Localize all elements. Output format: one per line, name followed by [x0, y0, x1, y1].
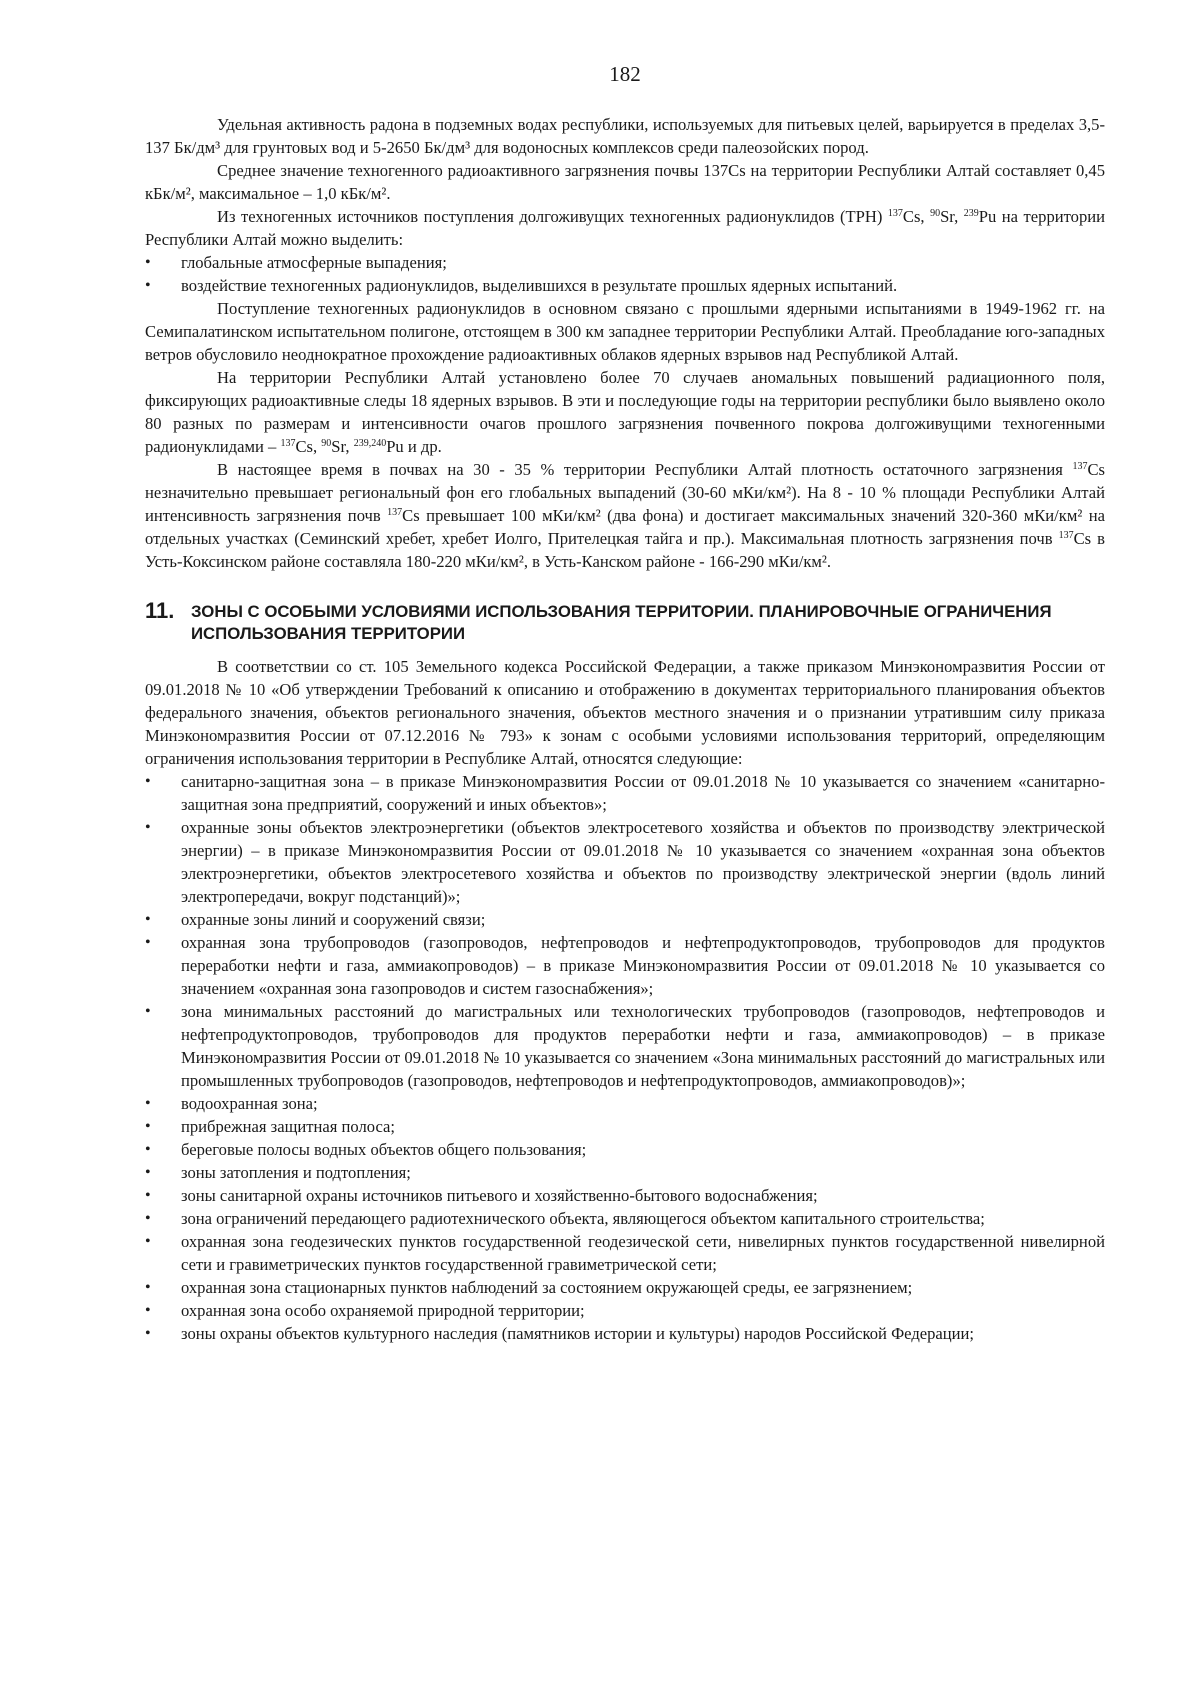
section-heading	[145, 599, 1105, 645]
list-item: • охранные зоны линий и сооружений связи;	[145, 908, 1105, 931]
list-item: • охранные зоны объектов электроэнергетики (объектов электросетевого хозяйства и объектов по производству электрической энергии) – в приказе Минэкономразвития России от 09.01.2018 № 10 указывается со значением «охранная зона объектов электроэнергетики, объектов электросетевого хозяйства и объектов по производству электрической энергии (вдоль линий электропередачи, вокруг подстанций)»;	[145, 816, 1105, 908]
list-item: • охранная зона геодезических пунктов государственной геодезической сети, нивелирных пунктов государственной нивелирной сети и гравиметрических пунктов государственной гравиметрической сети;	[145, 1230, 1105, 1276]
list-item: • глобальные атмосферные выпадения;	[145, 251, 1105, 274]
list-item: • зона минимальных расстояний до магистральных или технологических трубопроводов (газопроводов, нефтепроводов и нефтепродуктопроводов, трубопроводов для продуктов переработки нефти и газа, аммиакопроводов) – в приказе Минэкономразвития России от 09.01.2018 № 10 указывается со значением «Зона минимальных расстояний до магистральных или промышленных трубопроводов (газопроводов, нефтепроводов и нефтепродуктопроводов, аммиакопроводов)»;	[145, 1000, 1105, 1092]
list-item: • зоны охраны объектов культурного наследия (памятников истории и культуры) народов Российской Федерации;	[145, 1322, 1105, 1345]
list-item: • зоны санитарной охраны источников питьевого и хозяйственно-бытового водоснабжения;	[145, 1184, 1105, 1207]
list-item: • охранная зона трубопроводов (газопроводов, нефтепроводов и нефтепродуктопроводов, трубопроводов для продуктов переработки нефти и газа, аммиакопроводов) – в приказе Минэкономразвития России от 09.01.2018 № 10 указывается со значением «охранная зона газопроводов и систем газоснабжения»;	[145, 931, 1105, 1000]
list-item: • охранная зона стационарных пунктов наблюдений за состоянием окружающей среды, ее загрязнением;	[145, 1276, 1105, 1299]
list-item: • охранная зона особо охраняемой природной территории;	[145, 1299, 1105, 1322]
paragraph-anomalies: На территории Республики Алтай установлено более 70 случаев аномальных повышений радиационного поля, фиксирующих радиоактивные следы 18 ядерных взрывов. В эти и последующие годы на территории республики было выявлено около 80 разных по размерам и интенсивности очагов прошлого загрязнения почвенного покрова долгоживущими техногенными радионуклидами – $^{137}$Cs, $^{90}$Sr, $^{239,240}$Pu и др.	[145, 368, 1105, 456]
paragraph-nuclear-tests: Поступление техногенных радионуклидов в основном связано с прошлыми ядерными испытаниями в 1949-1962 гг. на Семипалатинском испытательном полигоне, отстоящем в 300 км западнее территории Республики Алтай. Преобладание юго-западных ветров обусловило неоднократное прохождение радиоактивных облаков ядерных взрывов над Республикой Алтай.	[145, 299, 1105, 364]
paragraph-sources: Из техногенных источников поступления долгоживущих техногенных радионуклидов (ТРН) $^{137}$Cs, $^{90}$Sr, $^{239}$Pu на территории Республики Алтай можно выделить:	[145, 207, 1106, 249]
paragraph-soil-contamination: Среднее значение техногенного радиоактивного загрязнения почвы 137Cs на территории Республики Алтай составляет 0,45 кБк/м², максимальное – 1,0 кБк/м².	[145, 161, 1105, 203]
section-number: 11.	[145, 598, 175, 623]
page-number: 182	[609, 62, 641, 86]
sources-list	[145, 251, 1105, 297]
list-item: • санитарно-защитная зона – в приказе Минэкономразвития России от 09.01.2018 № 10 указывается со значением «санитарно-защитная зона предприятий, сооружений и иных объектов»;	[145, 770, 1105, 816]
paragraph-radon: Удельная активность радона в подземных водах республики, используемых для питьевых целей, варьируется в пределах 3,5-137 Бк/дм³ для грунтовых вод и 5-2650 Бк/дм³ для водоносных комплексов среди палеозойских пород.	[145, 115, 1105, 157]
list-item: • воздействие техногенных радионуклидов, выделившихся в результате прошлых ядерных испытаний.	[145, 274, 1105, 297]
list-item: • береговые полосы водных объектов общего пользования;	[145, 1138, 1105, 1161]
paragraph-current-state: В настоящее время в почвах на 30 - 35 % территории Республики Алтай плотность остаточного загрязнения $^{137}$Cs незначительно превышает региональный фон его глобальных выпадений (30-60 мКи/км²). На 8 - 10 % площади Республики Алтай интенсивность загрязнения почв $^{137}$Cs превышает 100 мКи/км² (два фона) и достигает максимальных значений 320-360 мКи/км² на отдельных участках (Семинский хребет, хребет Иолго, Прителецкая тайга и пр.). Максимальная плотность загрязнения почв $^{137}$Cs в Усть-Коксинском районе составляла 180-220 мКи/км², в Усть-Канском районе - 166-290 мКи/км².	[145, 460, 1105, 571]
list-item: • зоны затопления и подтопления;	[145, 1161, 1105, 1184]
zones-list	[145, 770, 1105, 1345]
paragraph-section-intro: В соответствии со ст. 105 Земельного кодекса Российской Федерации, а также приказом Минэкономразвития России от 09.01.2018 № 10 «Об утверждении Требований к описанию и отображению в документах территориального планирования объектов федерального значения, объектов регионального значения, объектов местного значения и о признании утратившим силу приказа Минэкономразвития России от 07.12.2016 № 793» к зонам с особыми условиями использования территорий, определяющим ограничения использования территории в Республике Алтай, относятся следующие:	[145, 657, 1105, 768]
list-item: • зона ограничений передающего радиотехнического объекта, являющегося объектом капитального строительства;	[145, 1207, 1105, 1230]
list-item: • водоохранная зона;	[145, 1092, 1105, 1115]
section-title: ЗОНЫ С ОСОБЫМИ УСЛОВИЯМИ ИСПОЛЬЗОВАНИЯ ТЕРРИТОРИИ. ПЛАНИРОВОЧНЫЕ ОГРАНИЧЕНИЯ ИСПОЛЬЗОВАНИЯ ТЕРРИТОРИИ	[191, 602, 1052, 643]
list-item: • прибрежная защитная полоса;	[145, 1115, 1105, 1138]
